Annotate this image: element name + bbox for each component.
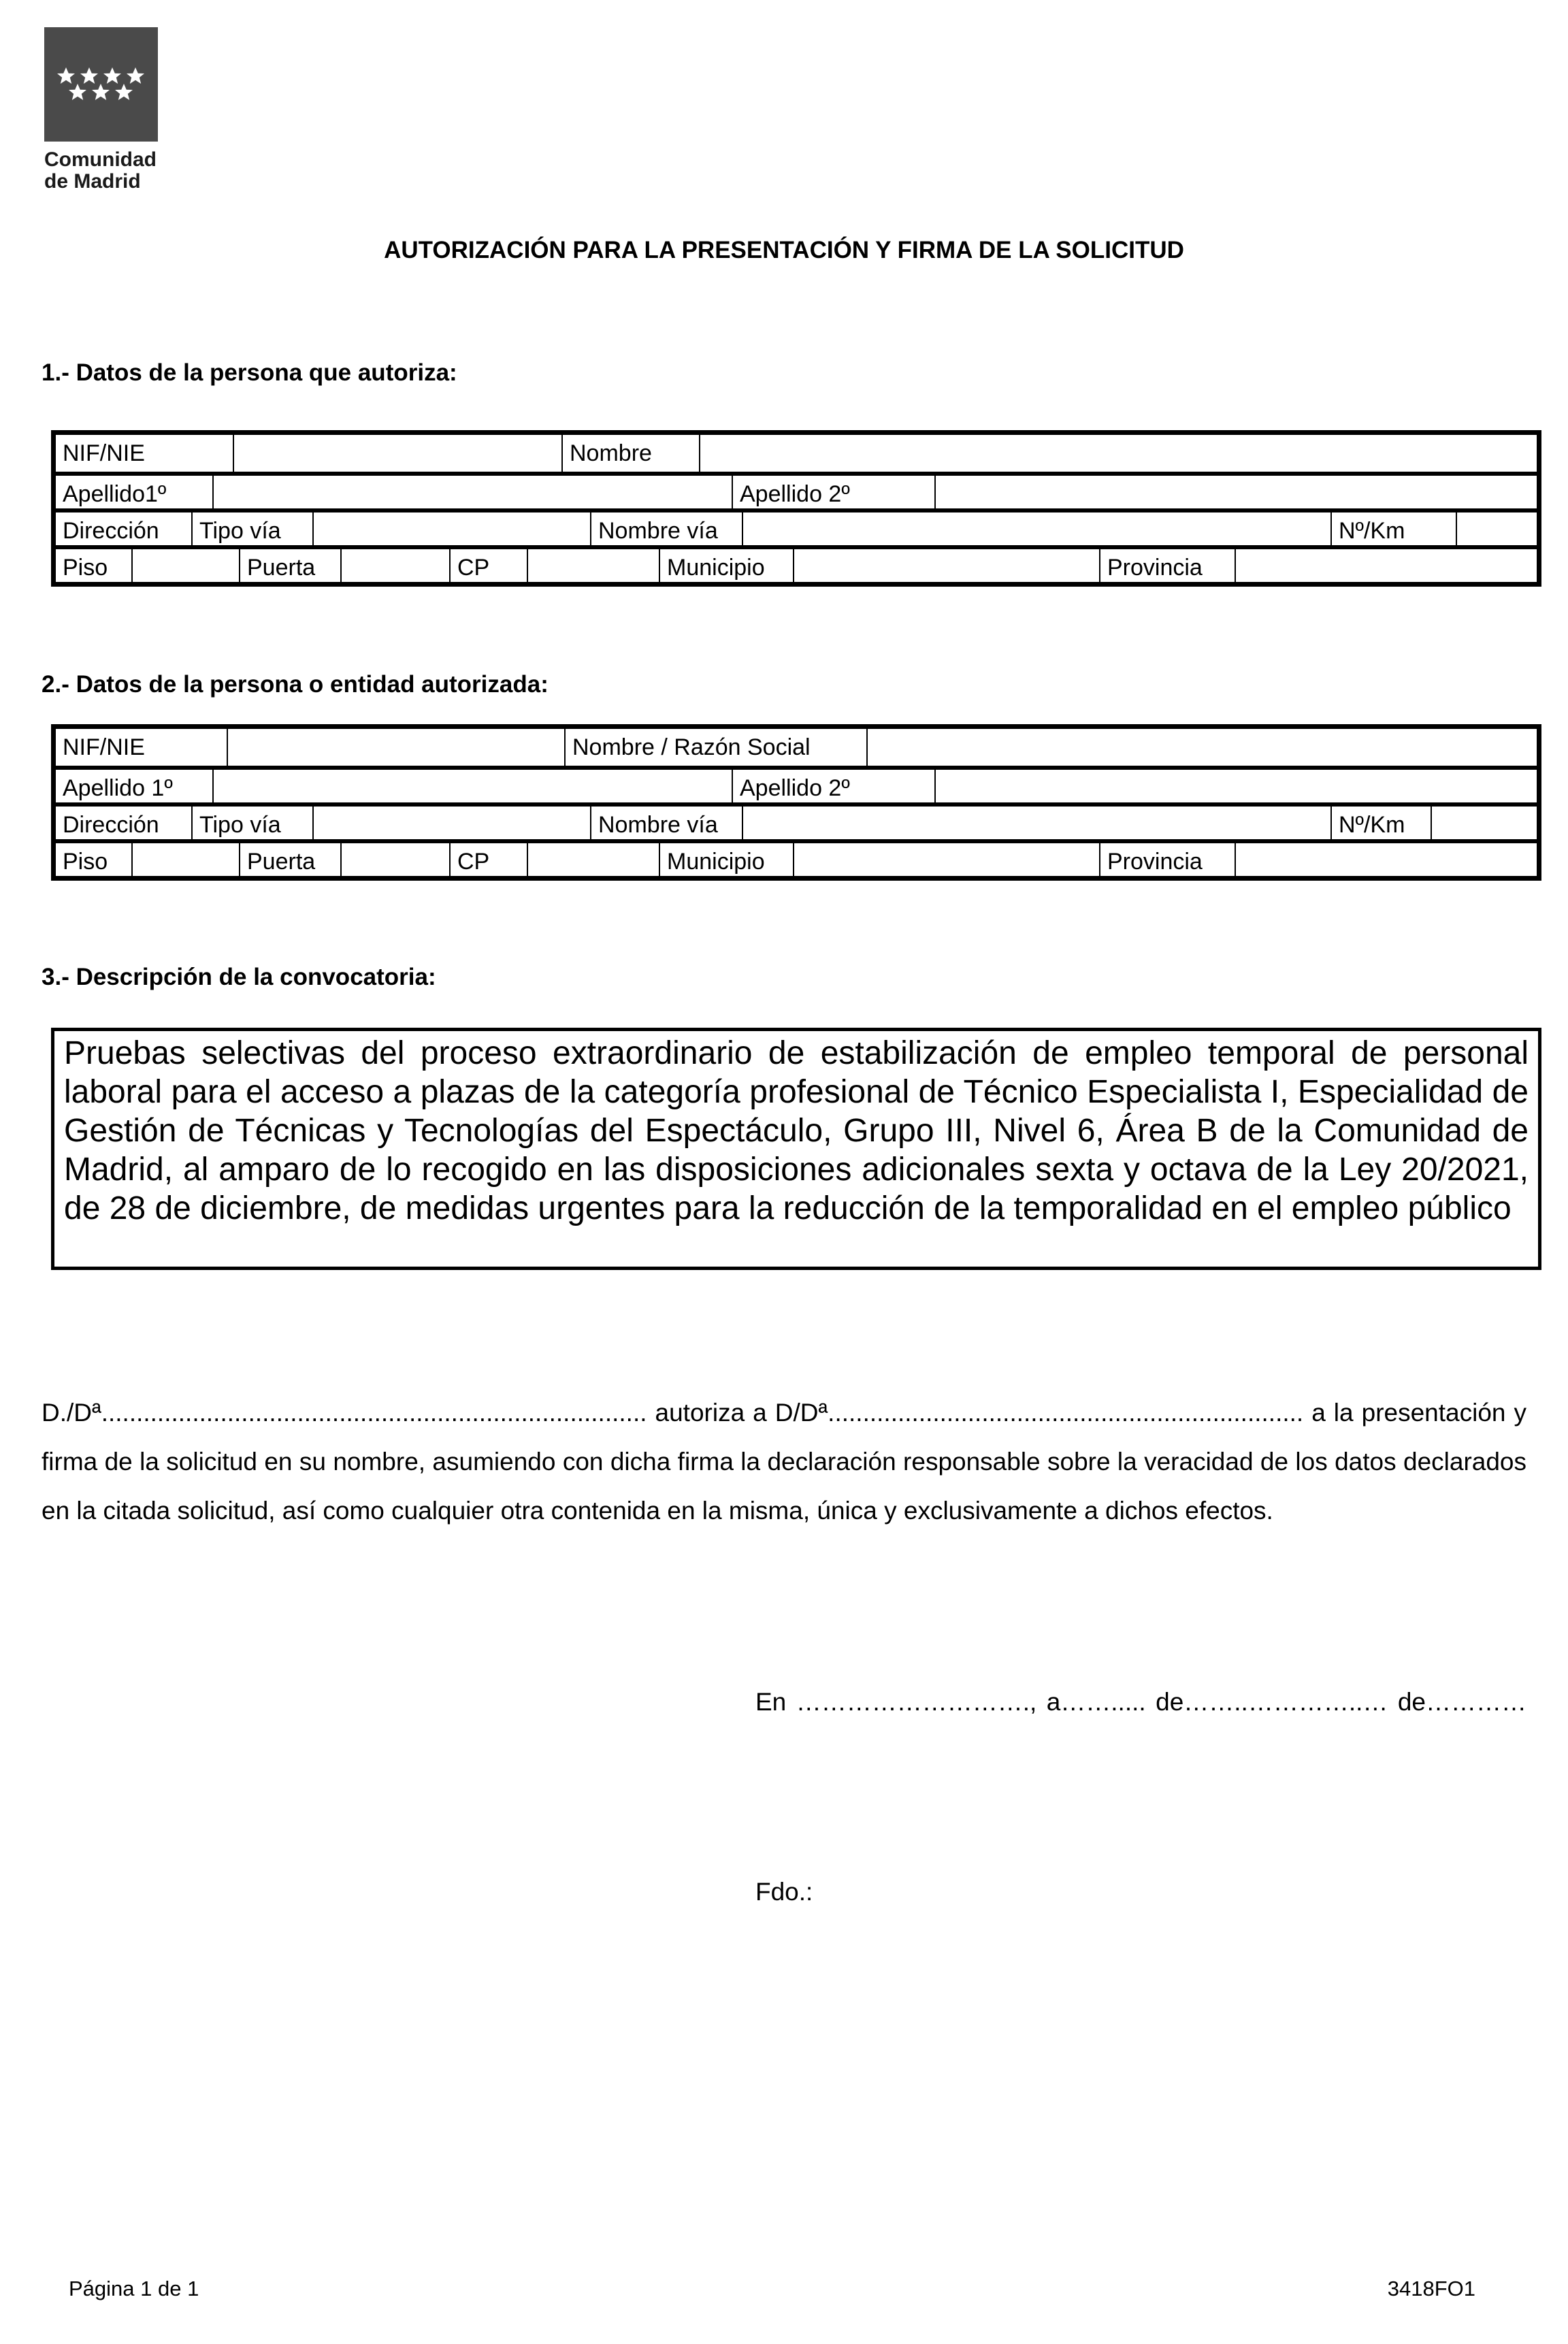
numero-km-field[interactable]: [1431, 807, 1537, 839]
apellido2-field[interactable]: [934, 476, 1537, 508]
puerta-label: Puerta: [239, 843, 340, 876]
authorization-paragraph: D./Dª.............................................................................. autoriza a D/Dª.................................................................... a la presentación y firma de la solicitud en su nombre, asumiendo con dicha firma la declaración responsable sobre la veracidad de los datos declarados en la citada solicitud, así como cualquier otra contenida en la misma, única y exclusivamente a dichos efectos.: [42, 1399, 1526, 1525]
nif-field[interactable]: [233, 435, 561, 472]
provincia-field[interactable]: [1235, 843, 1537, 876]
apellido2-label: Apellido 2º: [732, 476, 934, 508]
nif-field[interactable]: [227, 729, 564, 766]
table-row: [56, 729, 1537, 766]
municipio-field[interactable]: [793, 843, 1099, 876]
authorized-table: [51, 724, 1541, 881]
logo-text-line2: de Madrid: [44, 170, 141, 193]
municipio-label: Municipio: [659, 549, 793, 582]
nombre-via-label: Nombre vía: [590, 807, 742, 839]
stars-icon: [44, 27, 158, 142]
table-row: [56, 545, 1537, 582]
puerta-label: Puerta: [239, 549, 340, 582]
direccion-label: Dirección: [63, 812, 159, 838]
section2-heading: 2.- Datos de la persona o entidad autorizada:: [42, 671, 549, 698]
razon-social-label: Nombre / Razón Social: [564, 729, 866, 766]
cp-label: CP: [449, 843, 527, 876]
authorizer-table: [51, 430, 1541, 587]
provincia-label: Provincia: [1099, 549, 1235, 582]
nombre-via-label: Nombre vía: [590, 512, 742, 545]
municipio-label: Municipio: [659, 843, 793, 876]
tipo-via-field[interactable]: [312, 807, 590, 839]
provincia-label: Provincia: [1099, 843, 1235, 876]
puerta-field[interactable]: [340, 549, 449, 582]
convocatoria-description: Pruebas selectivas del proceso extraordinario de estabilización de empleo temporal de personal laboral para el acceso a plazas de la categoría profesional de Técnico Especialista I, Especialidad de Gestión de Técnicas y Tecnologías del Espectáculo, Grupo III, Nivel 6, Área B de la Comunidad de Madrid, al amparo de lo recogido en las disposiciones adicionales sexta y octava de la Ley 20/2021, de 28 de diciembre, de medidas urgentes para la reducción de la temporalidad en el empleo público: [51, 1028, 1541, 1270]
piso-label: Piso: [63, 555, 108, 581]
municipio-field[interactable]: [793, 549, 1099, 582]
tipo-via-label: Tipo vía: [191, 807, 312, 839]
apellido1-label: Apellido 1º: [63, 775, 173, 801]
section3-heading: 3.- Descripción de la convocatoria:: [42, 964, 436, 990]
numero-km-field[interactable]: [1456, 512, 1537, 545]
numero-km-label: Nº/Km: [1330, 807, 1431, 839]
cp-label: CP: [449, 549, 527, 582]
apellido2-label: Apellido 2º: [732, 770, 934, 802]
apellido2-field[interactable]: [934, 770, 1537, 802]
logo-emblem: [44, 27, 158, 142]
direccion-label: Dirección: [63, 518, 159, 544]
provincia-field[interactable]: [1235, 549, 1537, 582]
piso-field[interactable]: [131, 549, 239, 582]
tipo-via-field[interactable]: [312, 512, 590, 545]
piso-field[interactable]: [131, 843, 239, 876]
table-row: [56, 472, 1537, 508]
apellido1-field[interactable]: [212, 476, 732, 508]
signature-label: Fdo.:: [755, 1878, 813, 1906]
nif-label: NIF/NIE: [63, 734, 145, 760]
table-row: [56, 839, 1537, 876]
page-title: AUTORIZACIÓN PARA LA PRESENTACIÓN Y FIRMA DE LA SOLICITUD: [384, 237, 1184, 263]
table-row: [56, 766, 1537, 802]
apellido1-field[interactable]: [212, 770, 732, 802]
nif-label: NIF/NIE: [63, 440, 145, 466]
piso-label: Piso: [63, 849, 108, 875]
tipo-via-label: Tipo vía: [191, 512, 312, 545]
nombre-field[interactable]: [699, 435, 1537, 472]
table-row: [56, 802, 1537, 839]
table-row: [56, 508, 1537, 545]
section1-heading: 1.- Datos de la persona que autoriza:: [42, 359, 457, 386]
nombre-via-field[interactable]: [742, 512, 1330, 545]
table-row: [56, 435, 1537, 472]
place-date-line[interactable]: En ………………………., a……..... de……..…………..… de…………: [755, 1688, 1526, 1716]
cp-field[interactable]: [527, 843, 659, 876]
numero-km-label: Nº/Km: [1330, 512, 1456, 545]
page-number: Página 1 de 1: [69, 2277, 199, 2300]
form-code: 3418FO1: [1387, 2277, 1475, 2300]
nombre-label: Nombre: [561, 435, 699, 472]
razon-social-field[interactable]: [866, 729, 1537, 766]
apellido1-label: Apellido1º: [63, 481, 167, 507]
nombre-via-field[interactable]: [742, 807, 1330, 839]
logo-text-line1: Comunidad: [44, 148, 157, 171]
puerta-field[interactable]: [340, 843, 449, 876]
cp-field[interactable]: [527, 549, 659, 582]
